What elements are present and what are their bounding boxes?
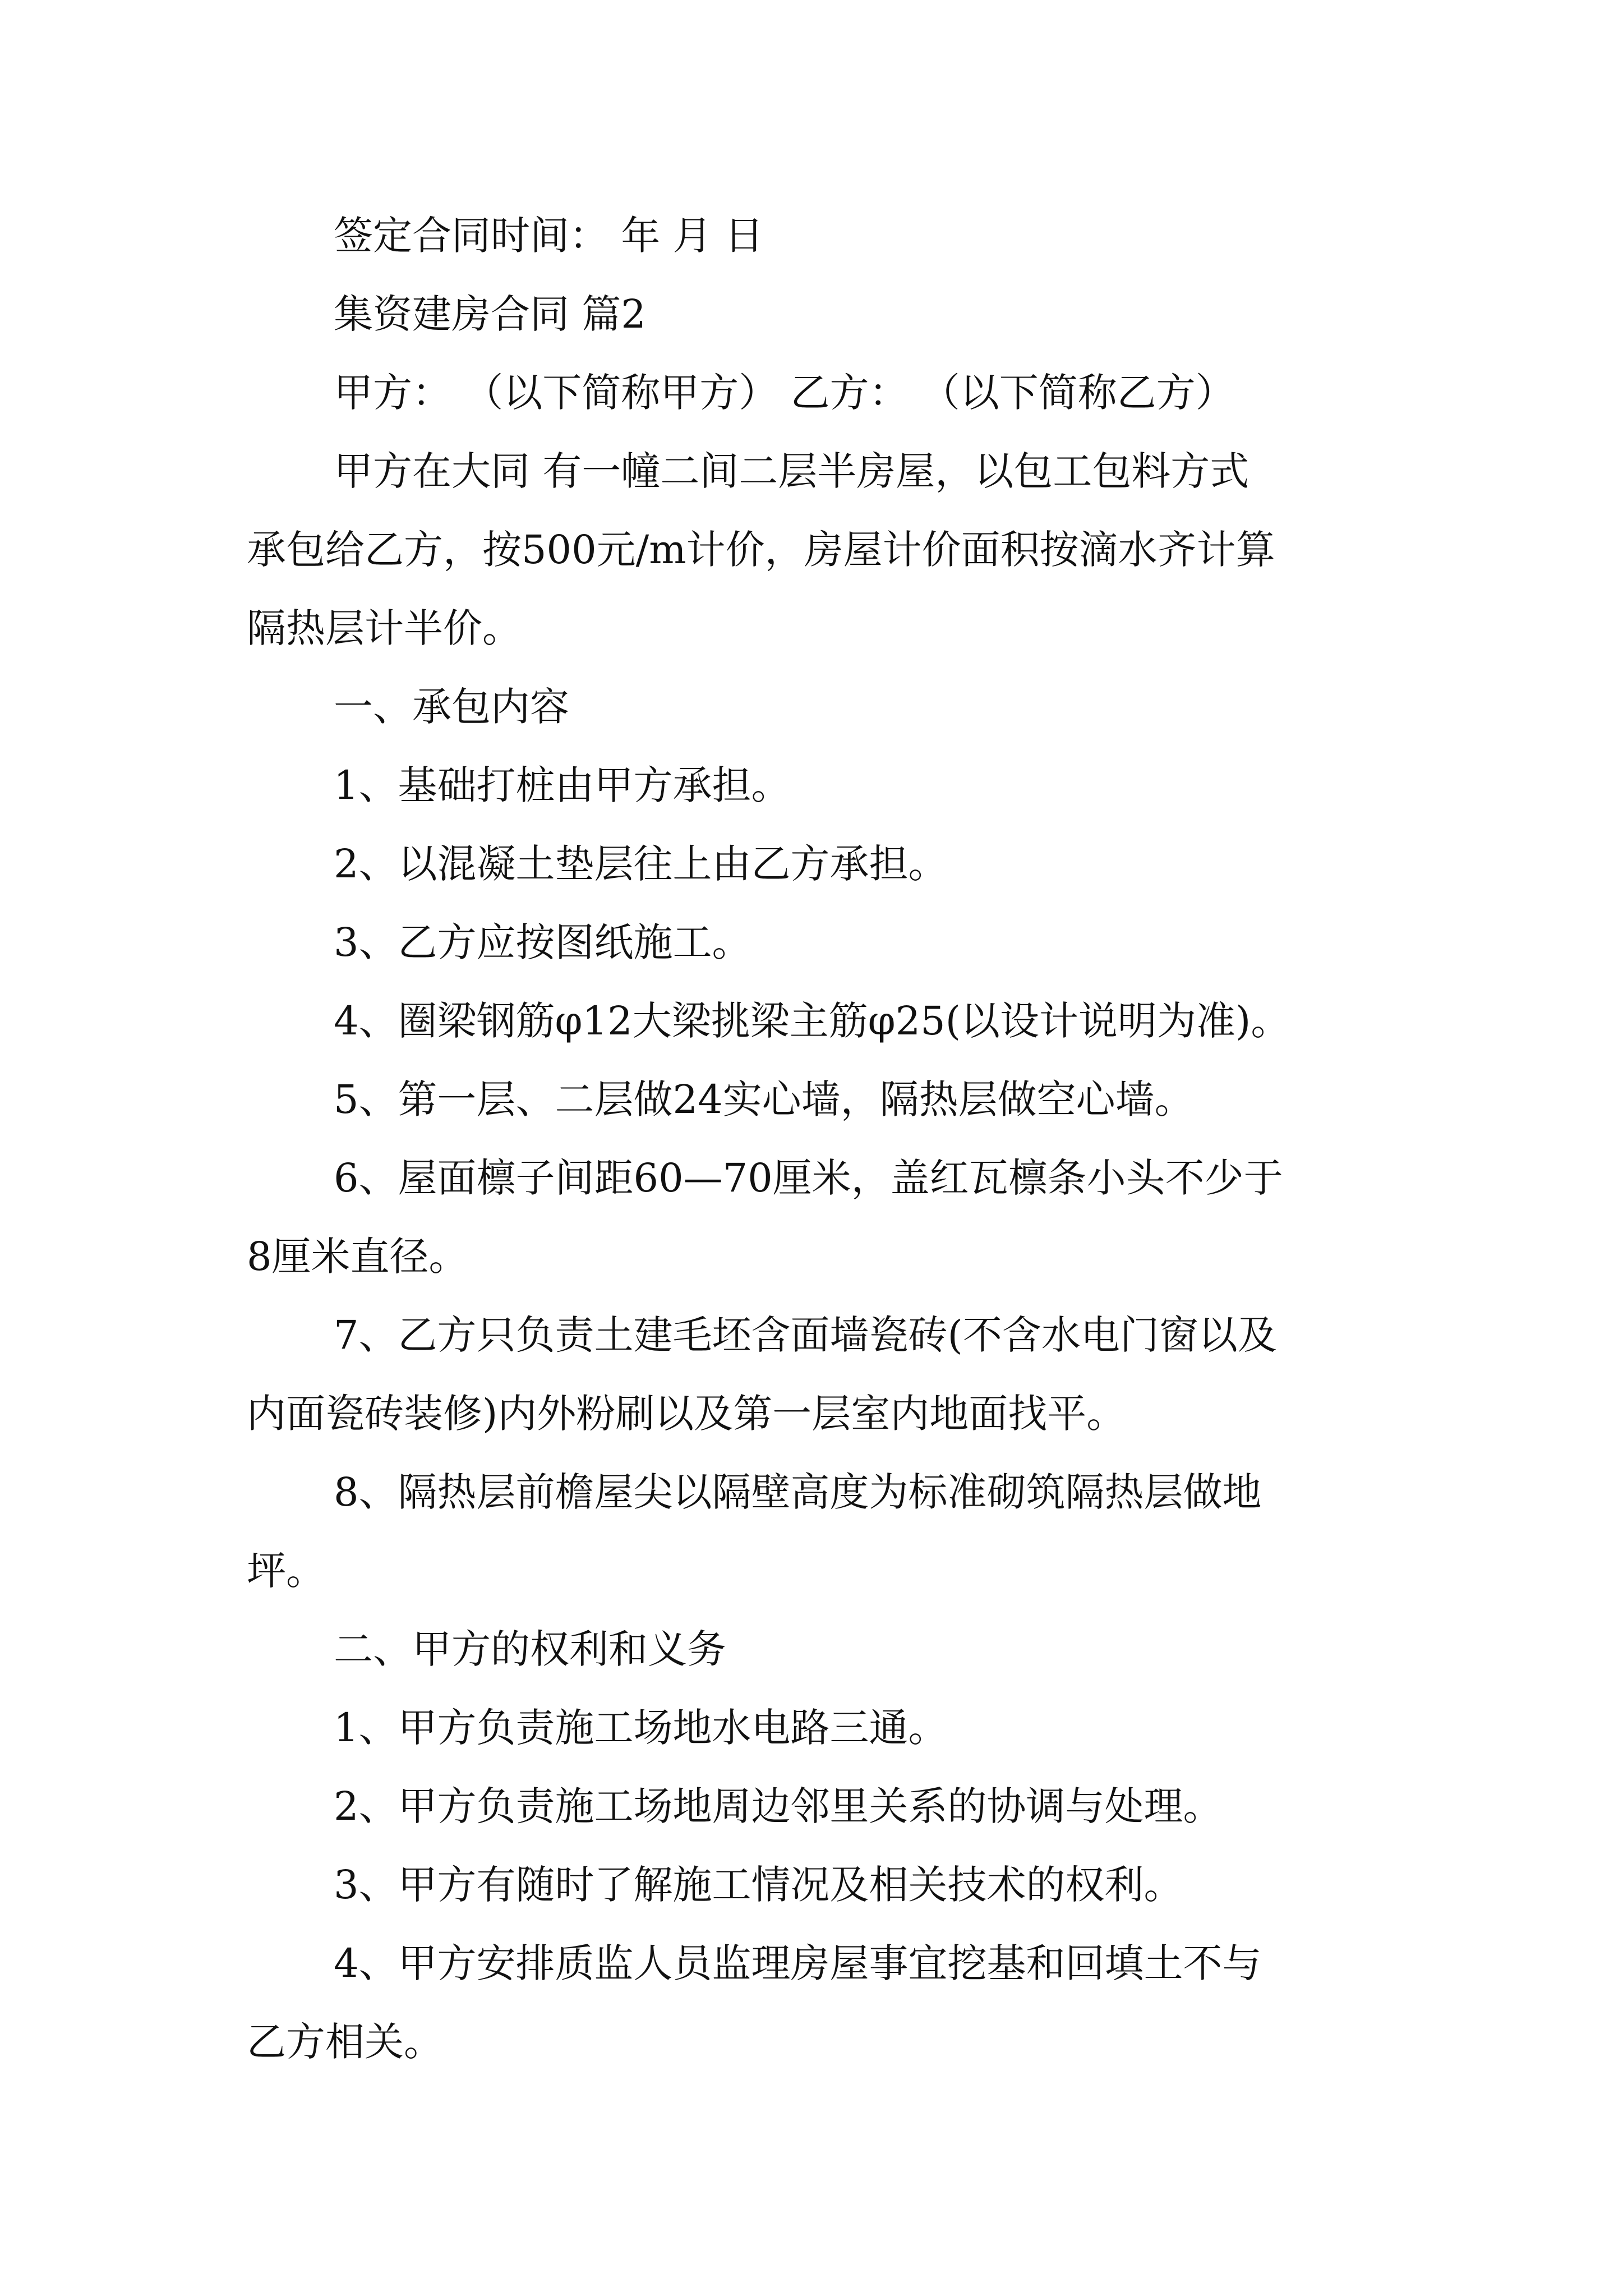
section-heading-2: 二、甲方的权利和义务 <box>334 1626 726 1672</box>
clause-2-4-line-2: 乙方相关。 <box>247 2019 443 2065</box>
clause-1-2: 2、以混凝土垫层往上由乙方承担。 <box>334 841 948 887</box>
clause-1-6-line-1: 6、屋面檩子间距60—70厘米，盖红瓦檩条小头不少于 <box>334 1155 1283 1201</box>
parties-line: 甲方： （以下简称甲方） 乙方： （以下简称乙方） <box>334 370 1235 416</box>
clause-1-5: 5、第一层、二层做24实心墙，隔热层做空心墙。 <box>334 1076 1194 1122</box>
clause-1-7-line-1: 7、乙方只负责土建毛坯含面墙瓷砖(不含水电门窗以及 <box>334 1312 1277 1358</box>
clause-1-6-line-2: 8厘米直径。 <box>247 1234 468 1280</box>
clause-1-4: 4、圈梁钢筋φ12大梁挑梁主筋φ25(以设计说明为准)。 <box>334 998 1290 1044</box>
clause-2-1: 1、甲方负责施工场地水电路三通。 <box>334 1705 948 1751</box>
section-heading-1: 一、承包内容 <box>334 684 569 730</box>
clause-1-3: 3、乙方应按图纸施工。 <box>334 919 751 965</box>
signing-date-line: 签定合同时间： 年 月 日 <box>334 213 764 259</box>
clause-1-7-line-2: 内面瓷砖装修)内外粉刷以及第一层室内地面找平。 <box>247 1391 1126 1437</box>
clause-1-8-line-2: 坪。 <box>247 1548 325 1594</box>
intro-paragraph-line-3: 隔热层计半价。 <box>247 605 522 651</box>
clause-2-2: 2、甲方负责施工场地周边邻里关系的协调与处理。 <box>334 1783 1223 1829</box>
contract-title: 集资建房合同 篇2 <box>334 291 646 337</box>
clause-1-8-line-1: 8、隔热层前檐屋尖以隔壁高度为标准砌筑隔热层做地 <box>334 1469 1262 1515</box>
intro-paragraph-line-2: 承包给乙方，按500元/m计价，房屋计价面积按滴水齐计算 <box>247 527 1275 573</box>
clause-1-1: 1、基础打桩由甲方承担。 <box>334 762 791 808</box>
clause-2-3: 3、甲方有随时了解施工情况及相关技术的权利。 <box>334 1862 1183 1908</box>
intro-paragraph-line-1: 甲方在大同 有一幢二间二层半房屋，以包工包料方式 <box>334 448 1249 494</box>
clause-2-4-line-1: 4、甲方安排质监人员监理房屋事宜挖基和回填土不与 <box>334 1940 1262 1986</box>
